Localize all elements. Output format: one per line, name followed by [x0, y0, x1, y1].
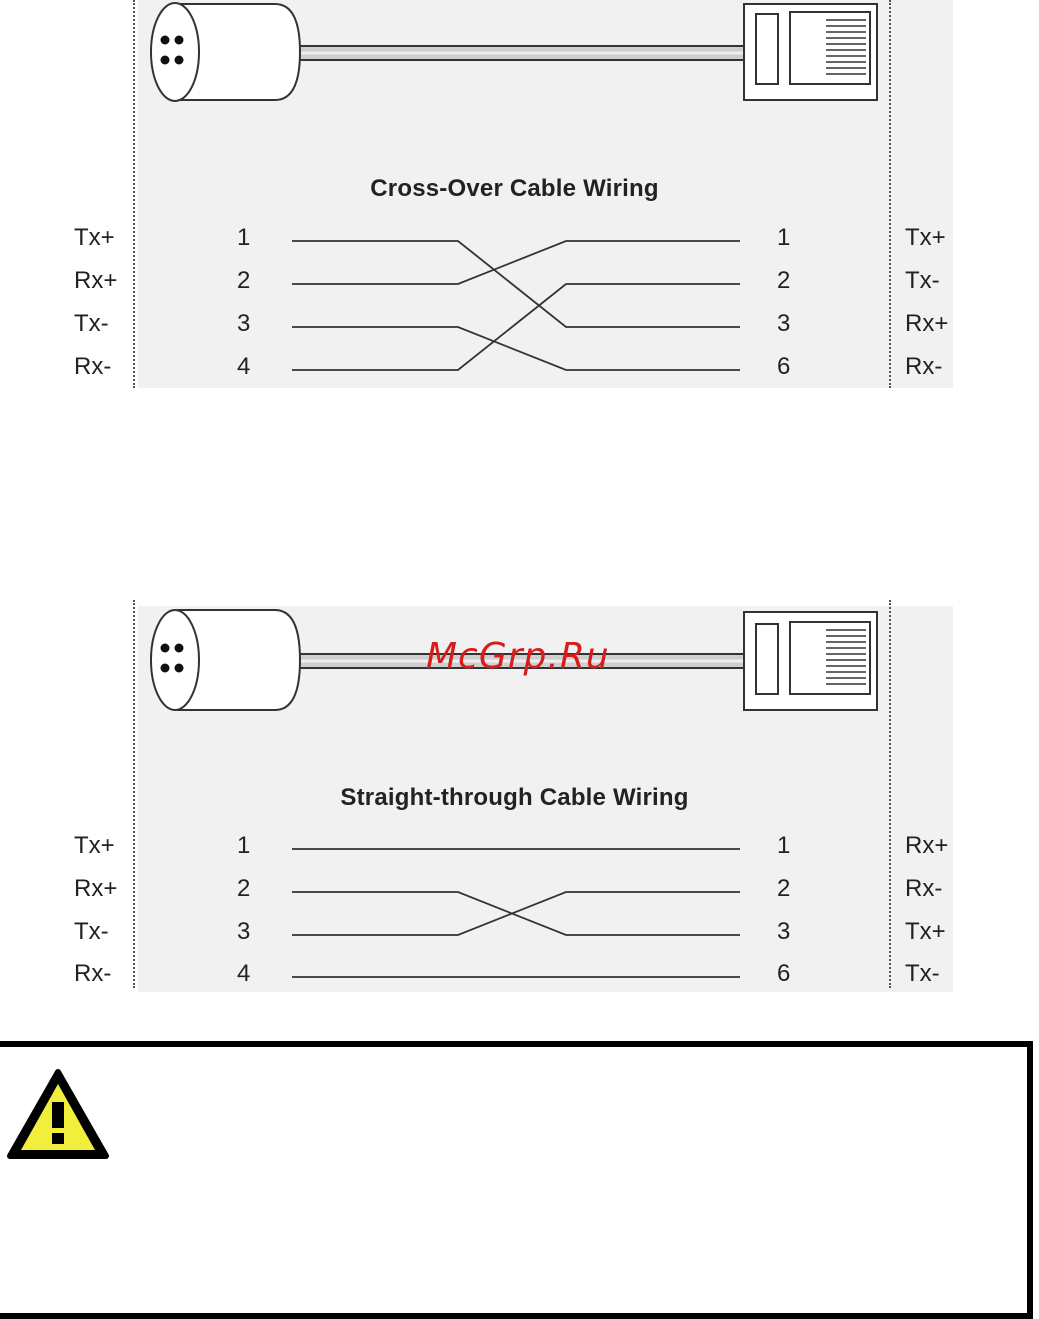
- wire: [292, 892, 740, 935]
- left-signal-label: Rx+: [74, 267, 118, 294]
- right-signal-label: Rx-: [905, 875, 943, 902]
- left-pin-number: 4: [237, 960, 251, 987]
- left-pin-number: 4: [237, 353, 251, 380]
- left-pin-number: 1: [237, 832, 251, 859]
- wire: [292, 892, 740, 935]
- wire-map: [0, 0, 1039, 400]
- right-signal-label: Tx+: [905, 918, 946, 945]
- warning-triangle-icon: [6, 1066, 110, 1164]
- wire: [292, 327, 740, 370]
- right-signal-label: Tx-: [905, 267, 940, 294]
- right-pin-number: 1: [777, 832, 791, 859]
- right-signal-label: Rx+: [905, 310, 949, 337]
- left-pin-number: 3: [237, 310, 251, 337]
- right-pin-number: 2: [777, 875, 791, 902]
- left-signal-label: Tx-: [74, 310, 109, 337]
- wire: [292, 241, 740, 284]
- diagram-title: Straight-through Cable Wiring: [340, 784, 689, 811]
- crossover-diagram: [0, 0, 1039, 400]
- left-pin-number: 2: [237, 267, 251, 294]
- right-pin-number: 2: [777, 267, 791, 294]
- left-signal-label: Rx-: [74, 353, 112, 380]
- warning-box: [0, 1041, 1033, 1319]
- right-pin-number: 6: [777, 353, 791, 380]
- left-pin-number: 1: [237, 224, 251, 251]
- diagram-title: Cross-Over Cable Wiring: [370, 175, 659, 202]
- left-signal-label: Tx+: [74, 832, 115, 859]
- right-signal-label: Tx+: [905, 224, 946, 251]
- right-pin-number: 3: [777, 918, 791, 945]
- left-signal-label: Tx+: [74, 224, 115, 251]
- right-signal-label: Rx-: [905, 353, 943, 380]
- right-pin-number: 1: [777, 224, 791, 251]
- watermark-text: McGrp.Ru: [426, 636, 610, 677]
- left-signal-label: Tx-: [74, 918, 109, 945]
- left-pin-number: 2: [237, 875, 251, 902]
- right-signal-label: Tx-: [905, 960, 940, 987]
- left-signal-label: Rx+: [74, 875, 118, 902]
- left-pin-number: 3: [237, 918, 251, 945]
- right-signal-label: Rx+: [905, 832, 949, 859]
- left-signal-label: Rx-: [74, 960, 112, 987]
- right-pin-number: 6: [777, 960, 791, 987]
- right-pin-number: 3: [777, 310, 791, 337]
